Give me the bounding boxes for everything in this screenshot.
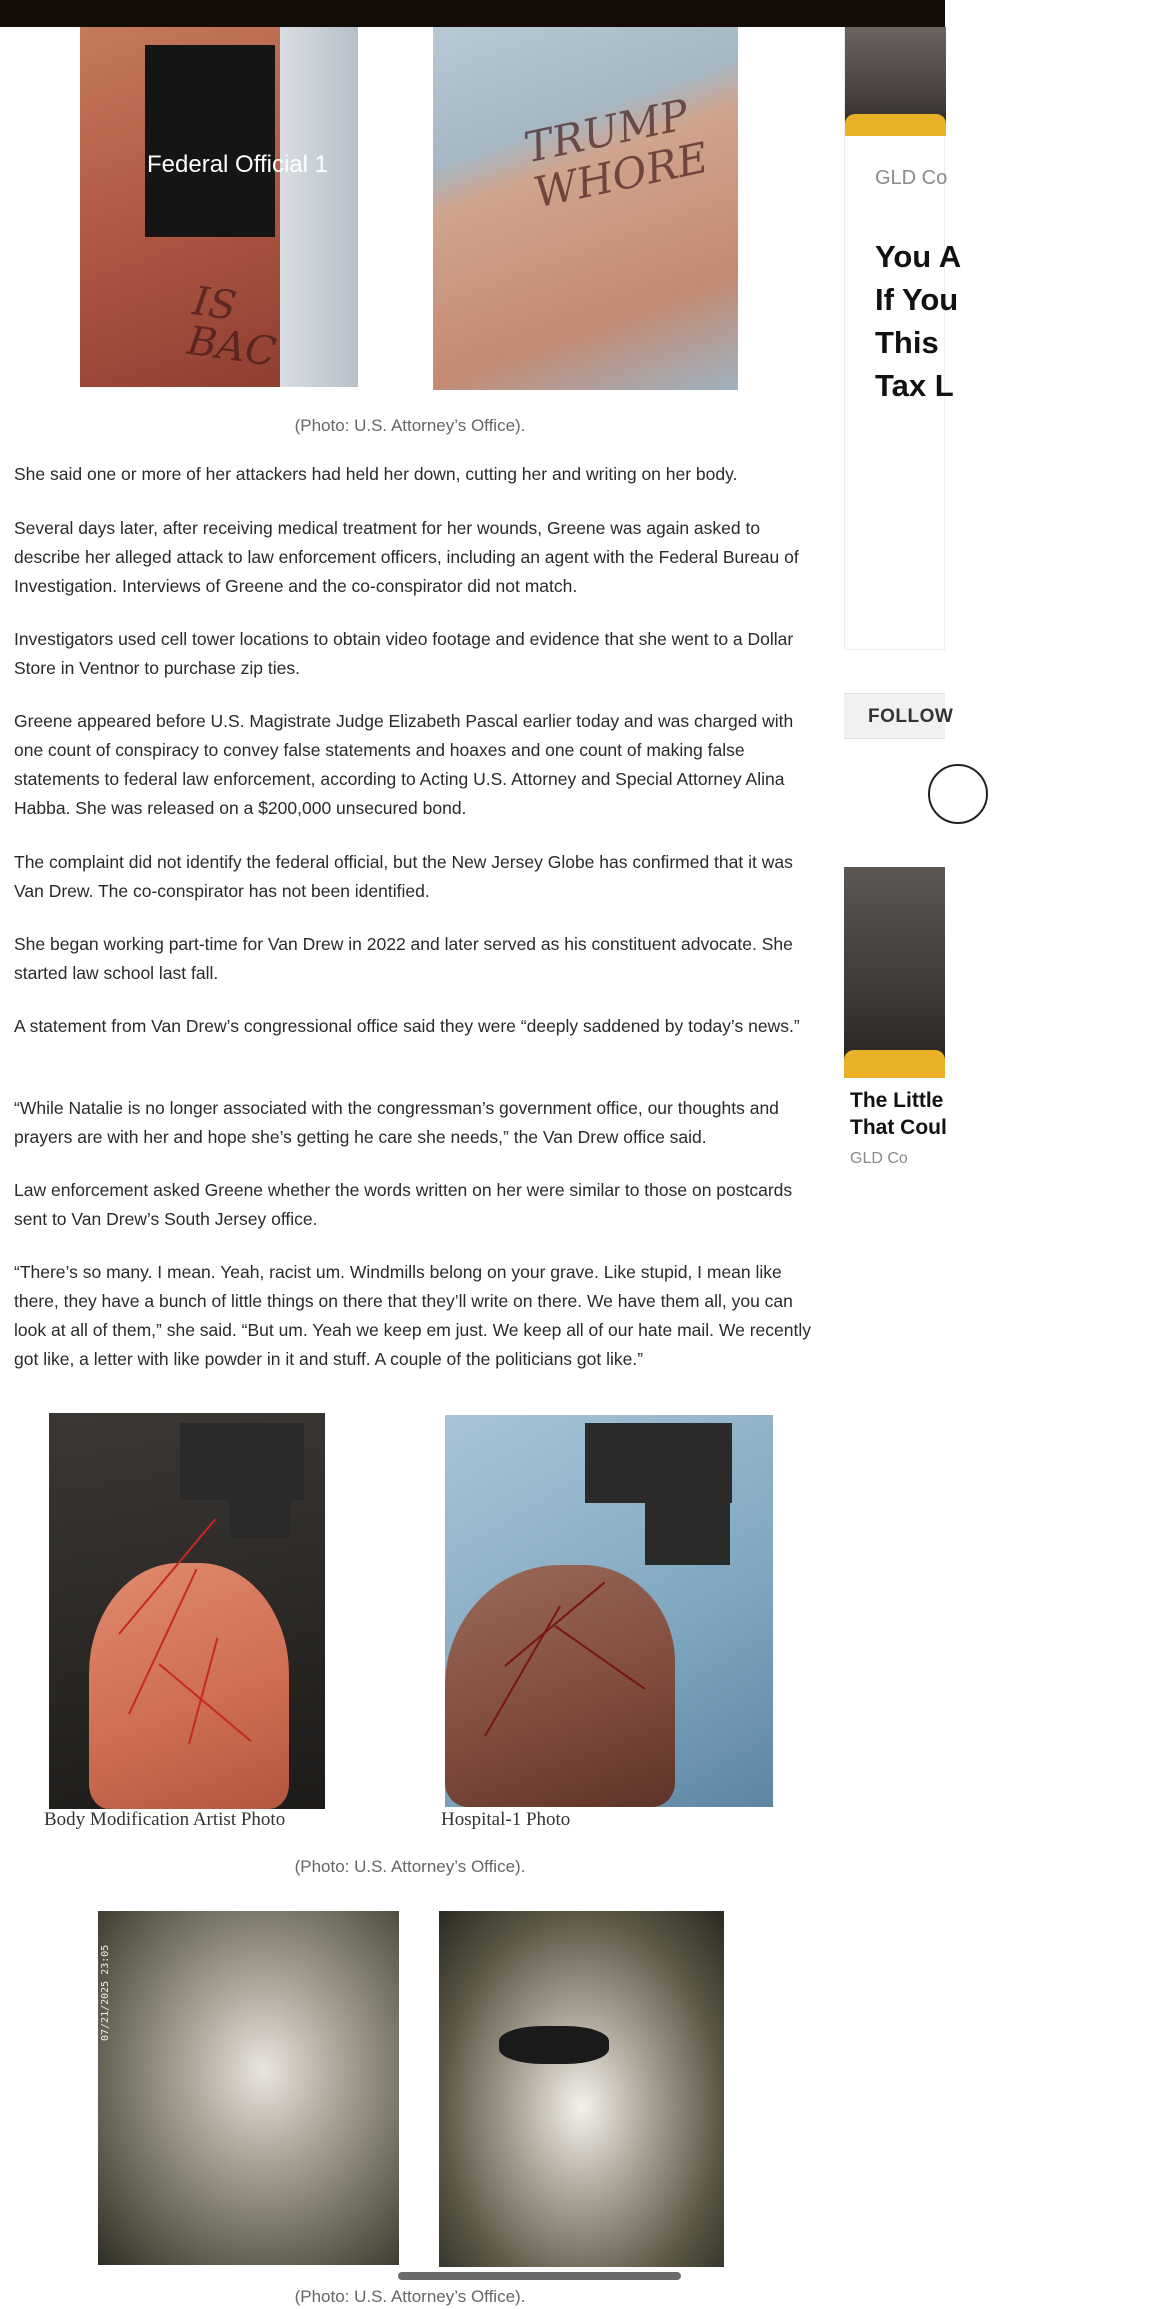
evidence-photo-back (80, 27, 358, 387)
follow-label: FOLLOW (868, 706, 954, 727)
scene-photo-left (98, 1911, 399, 2265)
article-paragraph: She began working part-time for Van Drew in 2022 and later served as his constituent advocate. She started law school last fall. (14, 934, 793, 983)
horizontal-scrollbar[interactable] (398, 2272, 681, 2280)
photo-label: Hospital-1 Photo (441, 1809, 571, 1830)
body-writing: IS BAC (184, 278, 279, 376)
scene-photo-right (439, 1911, 724, 2267)
social-follow-icon[interactable] (928, 764, 988, 824)
evidence-photo-thigh (433, 27, 738, 390)
shoulder (89, 1563, 289, 1809)
photo-caption: (Photo: U.S. Attorney’s Office). (294, 2287, 526, 2306)
timestamp-stamp: 07/21/2025 23:05 (100, 1944, 111, 2041)
photo-caption: (Photo: U.S. Attorney’s Office). (294, 416, 526, 435)
article-paragraph: “While Natalie is no longer associated with the congressman’s government office, our thoughts and prayers are with her and hope she’s getting he care she needs,” the Van Drew office said. (14, 1098, 779, 1147)
ad-image[interactable] (844, 867, 945, 1078)
redaction-box (585, 1423, 732, 1503)
article-paragraph: Several days later, after receiving medical treatment for her wounds, Greene was again asked to describe her alleged attack to law enforcement officers, including an agent with the Federal Bureau of Investigation. Interviews of Greene and the co-conspirator did not match. (14, 518, 799, 596)
article-paragraph: Greene appeared before U.S. Magistrate Judge Elizabeth Pascal earlier today and was charged with one count of conspiracy to convey false statements and hoaxes and one count of making false statements to federal law enforcement, according to Acting U.S. Attorney and Special Attorney Alina Habba. She was released on a $200,000 unsecured bond. (14, 711, 794, 818)
sidebar (844, 27, 962, 2309)
article-paragraph: She said one or more of her attackers had held her down, cutting her and writing on her body. (14, 464, 738, 484)
body-modification-photo (49, 1413, 325, 1809)
hospital-photo (445, 1415, 773, 1807)
top-bar (0, 0, 945, 27)
redaction-box (145, 45, 275, 237)
follow-section-header (844, 693, 954, 739)
ad-headline[interactable]: The Little That Coul (850, 1089, 947, 1139)
redaction-box (229, 1483, 291, 1538)
ad-headline[interactable]: You A If You This Tax L (875, 239, 962, 403)
sponsored-ad-card[interactable] (844, 27, 962, 650)
body-writing: TRUMP WHORE (519, 89, 713, 218)
ad-source[interactable]: GLD Co (850, 1150, 908, 1167)
redaction-box (645, 1495, 730, 1565)
article-paragraph: Investigators used cell tower locations to obtain video footage and evidence that she went to a Dollar Store in Ventnor to purchase zip ties. (14, 629, 794, 678)
redaction-label: Federal Official 1 (147, 151, 328, 178)
photo-caption: (Photo: U.S. Attorney’s Office). (294, 1857, 526, 1876)
taxi-shape (845, 114, 946, 136)
photo-label: Body Modification Artist Photo (44, 1809, 286, 1830)
article-paragraph: “There’s so many. I mean. Yeah, racist um. Windmills belong on your grave. Like stupid, I mean like there, they have a bunch of little things on there that they’ll write on there. We have them all, you can look at all of them,” she said. “But um. Yeah we keep em just. We keep all of our hate mail. We recently got like, a letter with like powder in it and stuff. A couple of the politicians got like.” (14, 1262, 811, 1369)
clothing (499, 2026, 609, 2064)
taxi-shape (844, 1050, 945, 1078)
article-paragraph: A statement from Van Drew’s congressional office said they were “deeply saddened by today’s news.” (14, 1016, 800, 1036)
ad-image[interactable] (845, 27, 946, 136)
ad-source[interactable]: GLD Co (875, 167, 948, 189)
pillow (280, 27, 358, 387)
article-paragraph: The complaint did not identify the federal official, but the New Jersey Globe has confirmed that it was Van Drew. The co-conspirator has not been identified. (14, 852, 793, 901)
article-paragraph: Law enforcement asked Greene whether the words written on her were similar to those on postcards sent to Van Drew’s South Jersey office. (14, 1180, 793, 1229)
